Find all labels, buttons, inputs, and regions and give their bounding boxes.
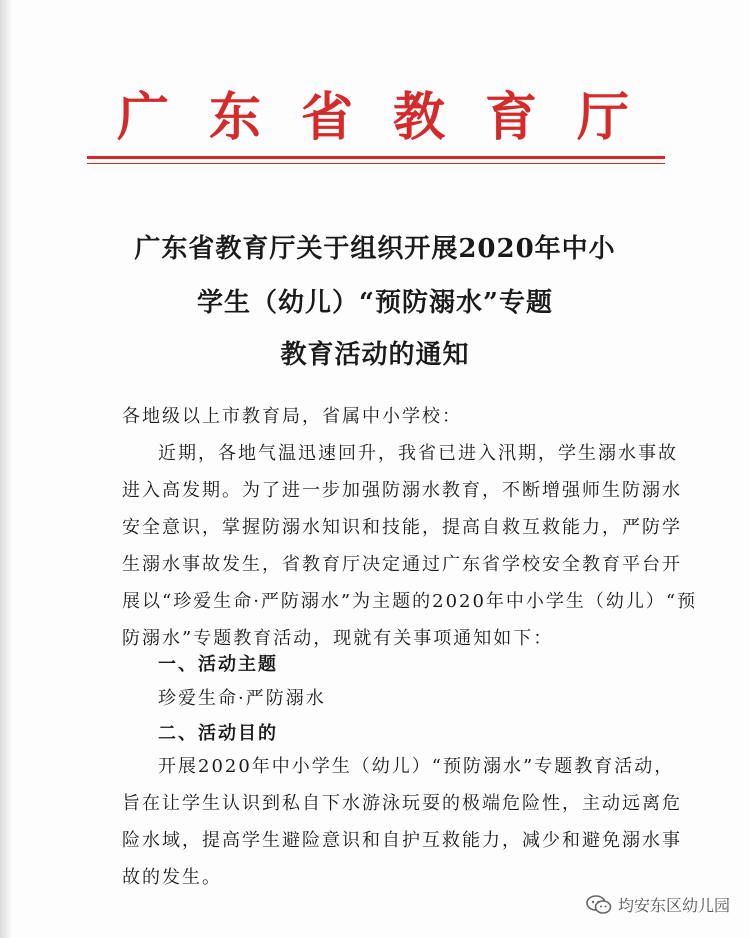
letterhead-rule-thin [87,163,665,164]
document-title-line-2: 学生（幼儿）“预防溺水”专题 [197,288,553,318]
section-1-heading: 一、活动主题 [158,654,278,675]
letterhead-title: 广东省教育厅 [116,87,669,148]
paragraph-2-line: 旨在让学生认识到私自下水游泳玩耍的极端危险性，主动远离危 [122,793,682,814]
paragraph-1-line: 防溺水”专题教育活动，现就有关事项通知如下： [122,628,554,649]
document-title-line-3: 教育活动的通知 [280,340,470,370]
watermark [586,893,730,916]
paragraph-2-line: 故的发生。 [122,867,222,888]
paragraph-2-line: 开展2020年中小学生（幼儿）“预防溺水”专题教育活动， [158,756,675,777]
paragraph-1-line: 安全意识，掌握防溺水知识和技能，提高自救互救能力，严防学 [122,517,682,538]
document-title-line-1: 广东省教育厅关于组织开展2020年中小 [134,234,616,264]
salutation: 各地级以上市教育局，省属中小学校： [122,406,462,427]
paragraph-1-line: 展以“珍爱生命·严防溺水”为主题的2020年中小学生（幼儿）“预 [122,591,698,612]
paragraph-1-line: 近期，各地气温迅速回升，我省已进入汛期，学生溺水事故 [158,443,678,464]
letterhead-rule-thick [87,156,665,159]
section-1-text: 珍爱生命·严防溺水 [158,688,326,709]
wechat-icon [586,895,612,915]
paragraph-1-line: 进入高发期。为了进一步加强防溺水教育，不断增强师生防溺水 [122,480,682,501]
watermark-text: 均安东区幼儿园 [617,896,730,915]
paragraph-1-line: 生溺水事故发生，省教育厅决定通过广东省学校安全教育平台开 [122,554,682,575]
paragraph-2-line: 险水域，提高学生避险意识和自护互救能力，减少和避免溺水事 [122,830,682,851]
section-2-heading: 二、活动目的 [158,723,278,744]
